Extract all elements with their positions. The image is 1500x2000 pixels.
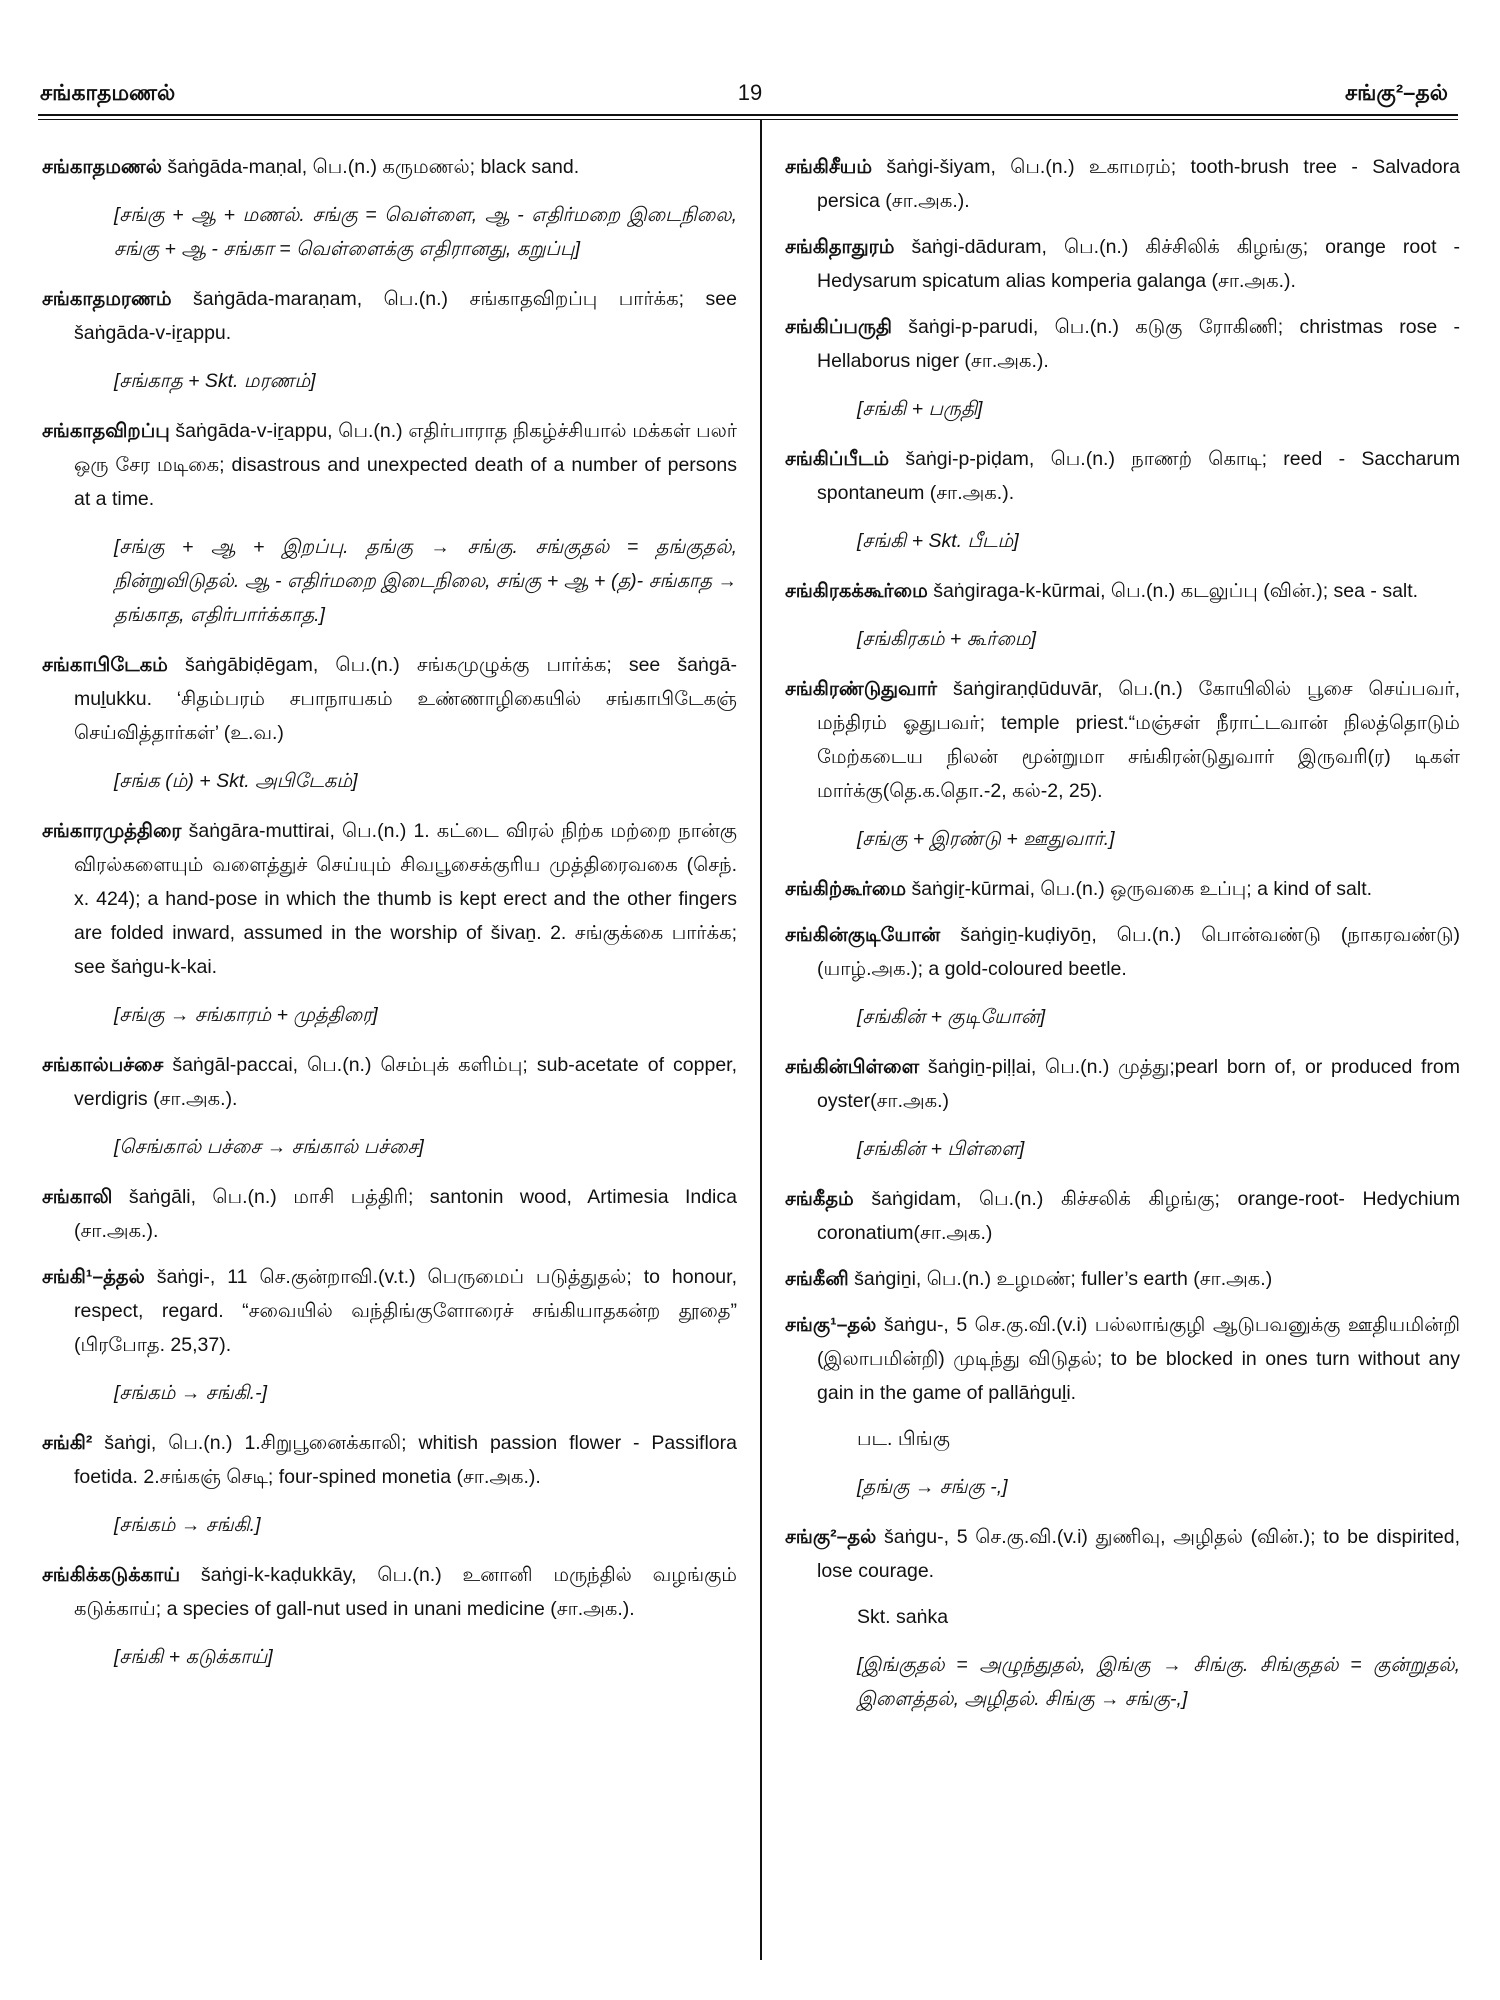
entry xyxy=(785,150,1460,218)
etymology: [சங்கம் → சங்கி.] xyxy=(114,1514,261,1536)
entry-body: šaṅgiṉ-kuḍiyōṉ, பெ.(n.) பொன்வண்டு (நாகரவண்டு) (யாழ்.அக.); a gold-coloured beetle. xyxy=(817,924,1460,980)
etymology: [தங்கு → சங்கு -,] xyxy=(857,1476,1008,1498)
etymology: [சங்கு + இரண்டு + ஊதுவார்.] xyxy=(857,828,1115,850)
headword: சங்கிதாதுரம் xyxy=(785,236,895,258)
headword: சங்கிசீயம் xyxy=(785,156,873,178)
entry xyxy=(785,1182,1460,1250)
etymology: [சங்க (ம்) + Skt. அபிடேகம்] xyxy=(114,770,358,792)
entry xyxy=(785,1262,1460,1296)
headword: சங்கிரண்டுதுவார் xyxy=(785,678,938,700)
left-column xyxy=(42,150,737,1690)
entry-body: šaṅgābiḍēgam, பெ.(n.) சங்கமுழுக்கு பார்க்க; see šaṅgā-muḻukku. ‘சிதம்பரம் சபாநாயகம் உண்ணாழிகையில் சங்காபிடேகஞ் செய்வித்தார்கள்’ (உ.வ.) xyxy=(74,654,737,744)
headword: சங்காரமுத்திரை xyxy=(42,820,182,842)
entry xyxy=(42,1180,737,1248)
column-divider xyxy=(760,120,762,1960)
entry xyxy=(785,1308,1460,1504)
headword: சங்கிற்கூர்மை xyxy=(785,878,907,900)
entry-body: šaṅgāli, பெ.(n.) மாசி பத்திரி; santonin wood, Artimesia Indica (சா.அக.). xyxy=(74,1186,737,1242)
headword: சங்கால்பச்சை xyxy=(42,1054,164,1076)
entry-body: šaṅgiṟ-kūrmai, பெ.(n.) ஒருவகை உப்பு; a kind of salt. xyxy=(911,878,1373,900)
headword: சங்கி² xyxy=(42,1432,93,1454)
entry-body: šaṅgiṉi, பெ.(n.) உழமண்; fuller’s earth (சா.அக.) xyxy=(854,1268,1273,1290)
headword: சங்கி¹–த்தல் xyxy=(42,1266,145,1288)
entry xyxy=(785,230,1460,298)
entry xyxy=(42,814,737,1032)
headword: சங்கு¹–தல் xyxy=(785,1314,877,1336)
headword: சங்கு²–தல் xyxy=(785,1526,877,1548)
right-column xyxy=(785,150,1460,1732)
etymology: [சங்கு + ஆ + மணல். சங்கு = வெள்ளை, ஆ - எதிர்மறை இடைநிலை, சங்கு + ஆ - சங்கா = வெள்ளைக்கு எதிரானது, கறுப்பு] xyxy=(114,204,737,260)
headword: சங்கீதம் xyxy=(785,1188,854,1210)
headword: சங்கிப்பருதி xyxy=(785,316,892,338)
entry-body: šaṅgi-p-parudi, பெ.(n.) கடுகு ரோகிணி; christmas rose - Hellaborus niger (சா.அக.). xyxy=(817,316,1460,372)
entry xyxy=(785,872,1460,906)
entry-body: šaṅgiraṇḍūduvār, பெ.(n.) கோயிலில் பூசை செய்பவர், மந்திரம் ஓதுபவர்; temple priest.“மஞ்சள் நீராட்டவான் நிலத்தொடும் மேற்கடைய நிலன் மூன்றுமா சங்கிரன்டுதுவார் இருவரி(ர) டிகள் மார்க்கு(தெ.க.தொ.-2, கல்-2, 25). xyxy=(817,678,1460,802)
entry xyxy=(785,672,1460,856)
headword: சங்காபிடேகம் xyxy=(42,654,168,676)
entry xyxy=(785,1520,1460,1716)
entry-body: šaṅgāl-paccai, பெ.(n.) செம்புக் களிம்பு; sub-acetate of copper, verdigris (சா.அக.). xyxy=(74,1054,738,1110)
entry-body: šaṅgiṉ-piḷḷai, பெ.(n.) முத்து;pearl born of, or produced from oyster(சா.அக.) xyxy=(817,1056,1461,1112)
etymology: [சங்காத + Skt. மரணம்] xyxy=(114,370,316,392)
entry-body: šaṅgāda-maṇal, பெ.(n.) கருமணல்; black sand. xyxy=(167,156,580,178)
entry-body: šaṅgāda-maraṇam, பெ.(n.) சங்காதவிறப்பு பார்க்க; see šaṅgāda-v-iṟappu. xyxy=(74,288,738,344)
etymology: [சங்கிரகம் + கூர்மை] xyxy=(857,628,1037,650)
entry xyxy=(42,414,737,632)
headword: சங்கின்குடியோன் xyxy=(785,924,941,946)
entry xyxy=(42,1558,737,1674)
etymology: [சங்கு + ஆ + இறப்பு. தங்கு → சங்கு. சங்குதல் = தங்குதல், நின்றுவிடுதல். ஆ - எதிர்மறை இடைநிலை, சங்கு + ஆ + (த)- சங்காத → தங்காத, எதிர்பார்க்காத.] xyxy=(114,536,737,626)
entry-body: šaṅgi-k-kaḍukkāy, பெ.(n.) உனானி மருந்தில் வழங்கும் கடுக்காய்; a species of gall-nut used in unani medicine (சா.அக.). xyxy=(74,1564,737,1620)
etymology: [சங்கின் + பிள்ளை] xyxy=(857,1138,1025,1160)
entry xyxy=(42,282,737,398)
cognate-note: Skt. saṅka xyxy=(857,1606,949,1628)
entry xyxy=(42,1048,737,1164)
entry-body: šaṅgi-, 11 செ.குன்றாவி.(v.t.) பெருமைப் படுத்துதல்; to honour, respect, regard. “சவையில் வந்திங்குளோரைச் சங்கியாதகன்ற தூதை” (பிரபோத. 25,37). xyxy=(74,1266,737,1356)
headword: சங்காலி xyxy=(42,1186,113,1208)
headword: சங்கிரகக்கூர்மை xyxy=(785,580,928,602)
entry-body: šaṅgidam, பெ.(n.) கிச்சலிக் கிழங்கு; orange-root- Hedychium coronatium(சா.அக.) xyxy=(817,1188,1460,1244)
entry xyxy=(785,1050,1460,1166)
entry-body: šaṅgāra-muttirai, பெ.(n.) 1. கட்டை விரல் நிற்க மற்றை நான்கு விரல்களையும் வளைத்துச் செய்யும் சிவபூசைக்குரிய முத்திரைவகை (செந். x. 424); a hand-pose in which the thumb is kept erect and the other fingers are folded inward, assumed in the worship of šivaṉ. 2. சங்குக்கை பார்க்க; see šaṅgu-k-kai. xyxy=(74,820,738,978)
running-head-right: சங்கு²–தல் xyxy=(1344,80,1448,105)
headword: சங்கிப்பீடம் xyxy=(785,448,890,470)
cognate-note: பட. பிங்கு xyxy=(857,1428,950,1450)
entry-body: šaṅgāda-v-iṟappu, பெ.(n.) எதிர்பாராத நிகழ்ச்சியால் மக்கள் பலர் ஒரு சேர மடிகை; disastrous and unexpected death of a number of persons at a time. xyxy=(74,420,738,510)
etymology: [சங்கு → சங்காரம் + முத்திரை] xyxy=(114,1004,378,1026)
headword: சங்காதமரணம் xyxy=(42,288,172,310)
etymology: [சங்கம் → சங்கி.-] xyxy=(114,1382,267,1404)
entry-body: šaṅgiraga-k-kūrmai, பெ.(n.) கடலுப்பு (வின்.); sea - salt. xyxy=(933,580,1419,602)
entry-body: šaṅgi-p-piḍam, பெ.(n.) நாணற் கொடி; reed - Saccharum spontaneum (சா.அக.). xyxy=(817,448,1460,504)
entry xyxy=(785,442,1460,558)
entry xyxy=(785,918,1460,1034)
entry xyxy=(42,150,737,266)
header-rule-thin xyxy=(38,119,1458,120)
entry-body: šaṅgu-, 5 செ.கு.வி.(v.i) பல்லாங்குழி ஆடுபவனுக்கு ஊதியமின்றி (இலாபமின்றி) முடிந்து விடுதல்; to be blocked in ones turn without any gain in the game of pallāṅguḻi. xyxy=(817,1314,1460,1404)
header-rule xyxy=(38,114,1458,116)
page-number: 19 xyxy=(737,80,763,105)
running-head-left: சங்காதமணல் xyxy=(40,80,176,105)
etymology: [சங்கி + கடுக்காய்] xyxy=(114,1646,273,1668)
entry-body: šaṅgi-dāduram, பெ.(n.) கிச்சிலிக் கிழங்கு; orange root - Hedysarum spicatum alias komperia galanga (சா.அக.). xyxy=(817,236,1460,292)
headword: சங்கிக்கடுக்காய் xyxy=(42,1564,181,1586)
entry xyxy=(42,1260,737,1410)
entry-body: šaṅgi, பெ.(n.) 1.சிறுபூனைக்காலி; whitish passion flower - Passiflora foetida. 2.சங்கஞ் செடி; four-spined monetia (சா.அக.). xyxy=(74,1432,737,1488)
etymology: [இங்குதல் = அழுந்துதல், இங்கு → சிங்கு. சிங்குதல் = குன்றுதல், இளைத்தல், அழிதல். சிங்கு → சங்கு-,] xyxy=(857,1654,1460,1710)
entry xyxy=(42,648,737,798)
entry xyxy=(42,1426,737,1542)
entry-body: šaṅgu-, 5 செ.கு.வி.(v.i) துணிவு, அழிதல் (வின்.); to be dispirited, lose courage. xyxy=(817,1526,1460,1582)
headword: சங்காதவிறப்பு xyxy=(42,420,170,442)
headword: சங்கின்பிள்ளை xyxy=(785,1056,920,1078)
headword: சங்கீனி xyxy=(785,1268,849,1290)
entry xyxy=(785,574,1460,656)
entry-body: šaṅgi-šiyam, பெ.(n.) உகாமரம்; tooth-brush tree - Salvadora persica (சா.அக.). xyxy=(817,156,1460,212)
headword: சங்காதமணல் xyxy=(42,156,162,178)
entry xyxy=(785,310,1460,426)
etymology: [செங்கால் பச்சை → சங்கால் பச்சை] xyxy=(114,1136,424,1158)
etymology: [சங்கி + பருதி] xyxy=(857,398,983,420)
etymology: [சங்கி + Skt. பீடம்] xyxy=(857,530,1019,552)
etymology: [சங்கின் + குடியோன்] xyxy=(857,1006,1046,1028)
